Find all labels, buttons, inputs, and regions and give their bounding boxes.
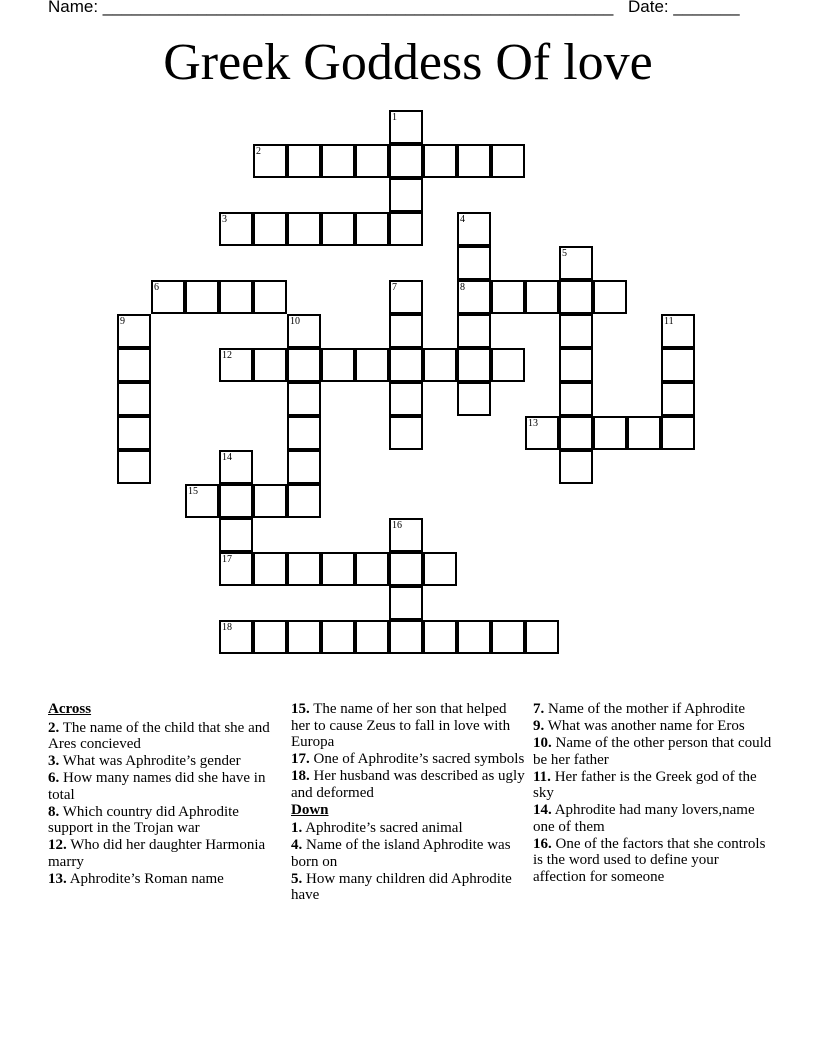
grid-cell[interactable] (525, 280, 559, 314)
clue-number: 13. (48, 870, 67, 887)
grid-cell[interactable] (117, 382, 151, 416)
grid-cell[interactable] (117, 348, 151, 382)
clue-number: 17. (291, 751, 310, 767)
grid-cell[interactable] (253, 348, 287, 382)
clue-down-4 (291, 837, 527, 870)
clue-number: 3. (48, 753, 60, 769)
clue-down-10 (533, 735, 773, 768)
clue-across-3 (48, 753, 280, 770)
grid-cell[interactable] (457, 314, 491, 348)
grid-cell[interactable] (389, 280, 423, 314)
clue-number: 18. (291, 768, 310, 784)
grid-cell[interactable] (219, 450, 253, 484)
grid-cell[interactable] (185, 484, 219, 518)
clue-down-11 (533, 769, 773, 802)
grid-cell[interactable] (219, 518, 253, 552)
grid-cell[interactable] (389, 518, 423, 552)
grid-cell[interactable] (117, 314, 151, 348)
grid-cell[interactable] (219, 212, 253, 246)
grid-cell[interactable] (525, 416, 559, 450)
clue-number: 2. (48, 719, 60, 736)
grid-cell[interactable] (151, 280, 185, 314)
clue-text: Name of the mother if Aphrodite (548, 701, 746, 717)
grid-cell[interactable] (457, 144, 491, 178)
grid-cell[interactable] (321, 348, 355, 382)
grid-cell[interactable] (423, 144, 457, 178)
grid-cell[interactable] (321, 620, 355, 654)
clue-number: 14. (533, 802, 552, 818)
grid-cell[interactable] (389, 144, 423, 178)
clue-number-label: 9 (120, 316, 125, 327)
grid-cell[interactable] (287, 348, 321, 382)
grid-cell[interactable] (287, 212, 321, 246)
grid-cell[interactable] (559, 314, 593, 348)
clue-across-13 (48, 871, 280, 888)
grid-cell[interactable] (321, 212, 355, 246)
clue-text: Who did her daughter Harmonia marry (48, 837, 266, 870)
grid-cell[interactable] (389, 416, 423, 450)
grid-cell[interactable] (457, 620, 491, 654)
clue-number: 5. (291, 870, 303, 887)
grid-cell[interactable] (593, 280, 627, 314)
grid-cell[interactable] (253, 620, 287, 654)
grid-cell[interactable] (423, 552, 457, 586)
clue-number-label: 8 (460, 282, 465, 293)
clue-column-2 (291, 701, 527, 904)
clue-number-label: 4 (460, 214, 465, 225)
clue-number-label: 18 (222, 622, 232, 633)
grid-cell[interactable] (661, 314, 695, 348)
grid-cell[interactable] (355, 552, 389, 586)
grid-cell[interactable] (355, 144, 389, 178)
clue-number: 9. (533, 718, 545, 734)
clue-column-3 (533, 701, 773, 886)
date-field-label: Date: _______ (628, 0, 740, 16)
grid-cell[interactable] (457, 382, 491, 416)
grid-cell[interactable] (355, 620, 389, 654)
clue-across-15 (291, 701, 527, 751)
name-field-label: Name: ______________________________________________________ (48, 0, 614, 16)
grid-cell[interactable] (559, 382, 593, 416)
clue-text: Aphrodite’s sacred animal (305, 820, 463, 836)
grid-cell[interactable] (287, 620, 321, 654)
grid-cell[interactable] (253, 280, 287, 314)
clue-down-9 (533, 718, 773, 735)
grid-cell[interactable] (559, 348, 593, 382)
grid-cell[interactable] (219, 620, 253, 654)
grid-cell[interactable] (219, 552, 253, 586)
grid-cell[interactable] (423, 348, 457, 382)
clue-text: The name of the child that she and Ares concieved (48, 719, 270, 752)
clue-text: Her father is the Greek god of the sky (533, 768, 757, 801)
clue-text: Name of the other person that could be her father (533, 735, 772, 768)
grid-cell[interactable] (287, 144, 321, 178)
clue-text: What was Aphrodite’s gender (62, 753, 241, 769)
grid-cell[interactable] (253, 144, 287, 178)
clue-text: One of the factors that she controls is the word used to define your affection for someone (533, 835, 766, 885)
grid-cell[interactable] (117, 416, 151, 450)
grid-cell[interactable] (457, 280, 491, 314)
clue-number-label: 6 (154, 282, 159, 293)
grid-cell[interactable] (491, 280, 525, 314)
clue-number: 11. (533, 768, 551, 785)
clue-number-label: 16 (392, 520, 402, 531)
clue-down-1 (291, 820, 527, 837)
clue-number: 6. (48, 770, 60, 786)
grid-cell[interactable] (457, 212, 491, 246)
clue-number-label: 11 (664, 316, 674, 327)
grid-cell[interactable] (355, 212, 389, 246)
clue-across-8 (48, 804, 280, 837)
grid-cell[interactable] (559, 280, 593, 314)
clue-number: 8. (48, 803, 60, 820)
grid-cell[interactable] (661, 416, 695, 450)
grid-cell[interactable] (559, 450, 593, 484)
grid-cell[interactable] (389, 552, 423, 586)
grid-cell[interactable] (661, 348, 695, 382)
clue-number-label: 12 (222, 350, 232, 361)
clue-across-12 (48, 837, 280, 870)
clue-number-label: 2 (256, 146, 261, 157)
grid-cell[interactable] (389, 620, 423, 654)
grid-cell[interactable] (423, 620, 457, 654)
clue-text: How many children did Aphrodite have (291, 870, 512, 903)
clue-across-17 (291, 751, 527, 768)
grid-cell[interactable] (389, 110, 423, 144)
clue-number: 12. (48, 837, 67, 853)
clue-number-label: 1 (392, 112, 397, 123)
grid-cell[interactable] (525, 620, 559, 654)
clue-text: Aphrodite had many lovers,name one of them (533, 802, 755, 835)
clue-number-label: 7 (392, 282, 397, 293)
grid-cell[interactable] (457, 246, 491, 280)
clue-text: Name of the island Aphrodite was born on (291, 837, 511, 870)
clue-number-label: 15 (188, 486, 198, 497)
clue-column-1 (48, 701, 280, 888)
clue-across-2 (48, 720, 280, 753)
clue-down-7 (533, 701, 773, 718)
grid-cell[interactable] (457, 348, 491, 382)
clue-across-18 (291, 768, 527, 801)
page-title: Greek Goddess Of love (163, 34, 653, 91)
clue-number: 4. (291, 837, 303, 853)
grid-cell[interactable] (321, 144, 355, 178)
clue-text: How many names did she have in total (48, 770, 266, 803)
grid-cell[interactable] (321, 552, 355, 586)
clue-text: Her husband was described as ugly and deformed (291, 768, 525, 801)
grid-cell[interactable] (389, 382, 423, 416)
clue-number-label: 17 (222, 554, 232, 565)
clue-text: What was another name for Eros (547, 718, 745, 734)
clue-down-16 (533, 836, 773, 886)
grid-cell[interactable] (389, 348, 423, 382)
clue-text: The name of her son that helped her to cause Zeus to fall in love with Europa (291, 701, 511, 750)
clue-down-5 (291, 871, 527, 904)
clue-text: Which country did Aphrodite support in the Trojan war (48, 803, 239, 836)
grid-cell[interactable] (287, 552, 321, 586)
grid-cell[interactable] (491, 144, 525, 178)
grid-cell[interactable] (219, 280, 253, 314)
grid-cell[interactable] (253, 552, 287, 586)
across-heading: Across (48, 701, 92, 717)
clue-number: 1. (291, 820, 303, 836)
grid-cell[interactable] (661, 382, 695, 416)
grid-cell[interactable] (389, 178, 423, 212)
grid-cell[interactable] (389, 586, 423, 620)
clue-number-label: 13 (528, 418, 538, 429)
clue-number-label: 14 (222, 452, 232, 463)
grid-cell[interactable] (287, 314, 321, 348)
clue-number-label: 5 (562, 248, 567, 259)
grid-cell[interactable] (253, 484, 287, 518)
down-heading: Down (291, 801, 329, 818)
grid-cell[interactable] (389, 314, 423, 348)
grid-cell[interactable] (355, 348, 389, 382)
grid-cell[interactable] (593, 416, 627, 450)
grid-cell[interactable] (185, 280, 219, 314)
clue-number: 16. (533, 835, 552, 852)
clue-number-label: 10 (290, 316, 300, 327)
grid-cell[interactable] (287, 450, 321, 484)
grid-cell[interactable] (287, 484, 321, 518)
clue-text: One of Aphrodite’s sacred symbols (313, 751, 525, 767)
grid-cell[interactable] (559, 246, 593, 280)
grid-cell[interactable] (287, 382, 321, 416)
clue-number: 7. (533, 701, 545, 717)
grid-cell[interactable] (491, 348, 525, 382)
clue-number-label: 3 (222, 214, 227, 225)
grid-cell[interactable] (219, 484, 253, 518)
grid-cell[interactable] (627, 416, 661, 450)
clue-down-14 (533, 802, 773, 835)
clue-across-6 (48, 770, 280, 803)
grid-cell[interactable] (389, 212, 423, 246)
clue-number: 15. (291, 701, 310, 717)
grid-cell[interactable] (491, 620, 525, 654)
grid-cell[interactable] (559, 416, 593, 450)
grid-cell[interactable] (287, 416, 321, 450)
clue-number: 10. (533, 735, 552, 751)
grid-cell[interactable] (253, 212, 287, 246)
clue-text: Aphrodite’s Roman name (69, 870, 224, 887)
grid-cell[interactable] (219, 348, 253, 382)
grid-cell[interactable] (117, 450, 151, 484)
